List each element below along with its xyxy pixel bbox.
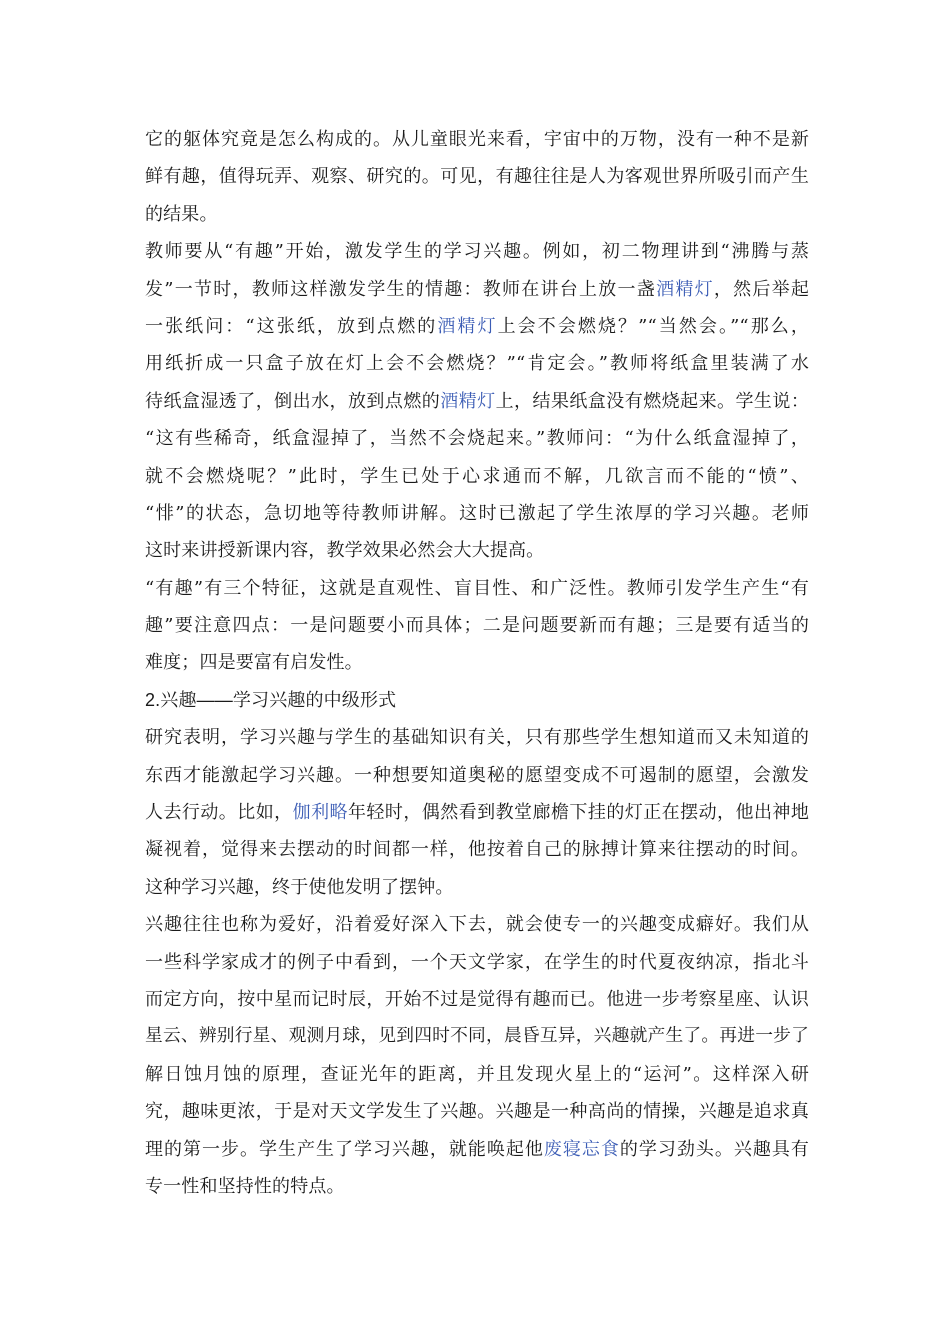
text-segment: 解日蚀月蚀的原理，查证光年的距离，并且发现火星上的“运河”。这样深入研 <box>145 1063 809 1085</box>
text-segment: 发”一节时，教师这样激发学生的情趣：教师在讲台上放一盏 <box>145 278 657 300</box>
text-line <box>145 1093 809 1130</box>
text-line <box>145 495 809 532</box>
text-line <box>145 158 809 195</box>
text-segment: “有趣”有三个特征，这就是直观性、盲目性、和广泛性。教师引发学生产生“有 <box>145 577 809 599</box>
text-line <box>145 570 809 607</box>
term-link[interactable]: 酒精灯 <box>656 278 714 300</box>
text-segment: 究，趣味更浓，于是对天文学发生了兴趣。兴趣是一种高尚的情操，兴趣是追求真 <box>145 1101 809 1123</box>
text-segment: 这时来讲授新课内容，教学效果必然会大大提高。 <box>145 540 545 562</box>
text-segment: 2.兴趣——学习兴趣的中级形式 <box>145 689 397 710</box>
text-segment: ，然后举起 <box>713 278 810 300</box>
text-line <box>145 906 809 943</box>
term-link[interactable]: 伽利略 <box>292 802 348 824</box>
text-segment: 凝视着，觉得来去摆动的时间都一样，他按着自己的脉搏计算来往摆动的时间。 <box>145 839 809 861</box>
text-segment: 理的第一步。学生产生了学习兴趣，就能唤起他 <box>145 1138 544 1160</box>
text-segment: 难度；四是要富有启发性。 <box>145 652 363 674</box>
text-line <box>145 757 809 794</box>
text-line <box>145 308 809 345</box>
term-link[interactable]: 废寝忘食 <box>543 1138 620 1160</box>
text-line <box>145 794 809 831</box>
text-line <box>145 981 809 1018</box>
text-line <box>145 345 809 382</box>
text-segment: 这种学习兴趣，终于使他发明了摆钟。 <box>145 876 454 898</box>
text-line <box>145 1131 809 1168</box>
text-segment: “悱”的状态，急切地等待教师讲解。这时已激起了学生浓厚的学习兴趣。老师 <box>145 502 809 524</box>
text-line <box>145 1168 809 1205</box>
text-segment: 待纸盒湿透了，倒出水，放到点燃的 <box>145 390 441 412</box>
text-segment: 兴趣往往也称为爱好，沿着爱好深入下去，就会使专一的兴趣变成癖好。我们从 <box>145 914 809 936</box>
text-segment: 教师要从“有趣”开始，激发学生的学习兴趣。例如，初二物理讲到“沸腾与蒸 <box>145 241 809 263</box>
text-line <box>145 831 809 868</box>
term-link[interactable]: 酒精灯 <box>440 390 496 412</box>
text-line <box>145 719 809 756</box>
text-segment: 年轻时，偶然看到教堂廊檐下挂的灯正在摆动，他出神地 <box>347 802 809 824</box>
text-segment: 东西才能激起学习兴趣。一种想要知道奥秘的愿望变成不可遏制的愿望，会激发 <box>145 764 809 786</box>
text-segment: 人去行动。比如， <box>145 802 293 824</box>
text-segment: 用纸折成一只盒子放在灯上会不会燃烧？”“肯定会。”教师将纸盒里装满了水 <box>145 353 809 375</box>
text-line <box>145 420 809 457</box>
text-line <box>145 1056 809 1093</box>
text-line <box>145 944 809 981</box>
document-body <box>145 121 809 1205</box>
text-segment: 鲜有趣，值得玩弄、观察、研究的。可见，有趣往往是人为客观世界所吸引而产生 <box>145 166 809 188</box>
text-segment: 趣”要注意四点：一是问题要小而具体；二是问题要新而有趣；三是要有适当的 <box>145 615 809 637</box>
text-segment: 的学习劲头。兴趣具有 <box>619 1138 809 1160</box>
text-line <box>145 383 809 420</box>
text-line <box>145 532 809 569</box>
text-segment: 而定方向，按中星而记时辰，开始不过是觉得有趣而已。他进一步考察星座、认识 <box>145 988 809 1010</box>
text-segment: 研究表明，学习兴趣与学生的基础知识有关，只有那些学生想知道而又未知道的 <box>145 727 809 749</box>
section-heading <box>145 682 809 719</box>
text-line <box>145 458 809 495</box>
text-segment: 专一性和坚持性的特点。 <box>145 1175 345 1197</box>
text-line <box>145 607 809 644</box>
text-segment: “这有些稀奇，纸盒湿掉了，当然不会烧起来。”教师问：“为什么纸盒湿掉了， <box>145 428 809 450</box>
text-line <box>145 644 809 681</box>
text-segment: 上，结果纸盒没有燃烧起来。学生说： <box>495 390 809 412</box>
text-line <box>145 1018 809 1055</box>
text-line <box>145 196 809 233</box>
text-segment: 一些科学家成才的例子中看到，一个天文学家，在学生的时代夏夜纳凉，指北斗 <box>145 951 809 973</box>
text-segment: 一张纸问：“这张纸，放到点燃的 <box>145 315 438 337</box>
text-segment: 它的躯体究竟是怎么构成的。从儿童眼光来看，宇宙中的万物，没有一种不是新 <box>145 129 809 150</box>
text-segment: 上会不会燃烧？”“当然会。”“那么， <box>497 315 809 337</box>
text-segment: 的结果。 <box>145 203 218 225</box>
text-line <box>145 271 809 308</box>
text-line <box>145 121 809 158</box>
text-segment: 就不会燃烧呢？”此时，学生已处于心求通而不解，几欲言而不能的“愤”、 <box>145 465 809 487</box>
term-link[interactable]: 酒精灯 <box>437 315 498 337</box>
text-segment: 星云、辨别行星、观测月球，见到四时不同，晨昏互异，兴趣就产生了。再进一步了 <box>145 1026 809 1047</box>
text-line <box>145 869 809 906</box>
text-line <box>145 233 809 270</box>
